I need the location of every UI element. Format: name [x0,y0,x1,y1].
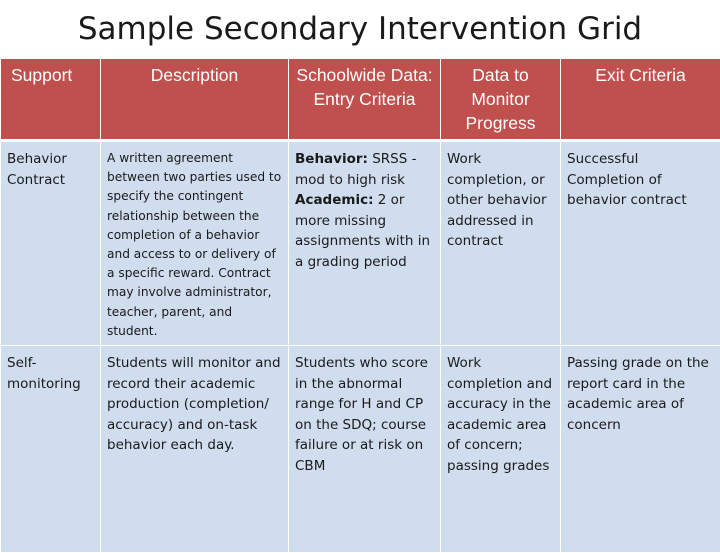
academic-label: Academic: [295,192,373,208]
header-support: Support [1,59,101,141]
intervention-grid-table [0,58,720,553]
cell-description: A written agreement between two parties used to specify the contingent relationship between the completion of a behavior and access to or delivery of a specific reward. Contract may involve administrator, teacher, parent, and student. [101,141,289,346]
header-description: Description [101,59,289,141]
cell-entry-criteria [289,141,441,346]
cell-monitor-progress: Work completion, or other behavior addressed in contract [441,141,561,346]
cell-exit-criteria: Passing grade on the report card in the academic area of concern [561,346,720,553]
cell-exit-criteria: Successful Completion of behavior contract [561,141,720,346]
behavior-label: Behavior: [295,151,368,167]
cell-description: Students will monitor and record their academic production (completion/ accuracy) and on-task behavior each day. [101,346,289,553]
cell-support: Self-monitoring [1,346,101,553]
header-entry-criteria: Schoolwide Data: Entry Criteria [289,59,441,141]
header-exit-criteria: Exit Criteria [561,59,720,141]
table-row [1,141,720,346]
cell-support: Behavior Contract [1,141,101,346]
table-header-row [1,59,720,141]
table-row [1,346,720,553]
behavior-text: SRSS - mod to high risk [295,151,416,188]
academic-text: 2 or more missing assignments with in a grading period [295,192,430,270]
page-title: Sample Secondary Intervention Grid [0,8,720,50]
header-monitor-progress: Data to Monitor Progress [441,59,561,141]
cell-entry-criteria: Students who score in the abnormal range for H and CP on the SDQ; course failure or at risk on CBM [289,346,441,553]
cell-monitor-progress: Work completion and accuracy in the academic area of concern; passing grades [441,346,561,553]
